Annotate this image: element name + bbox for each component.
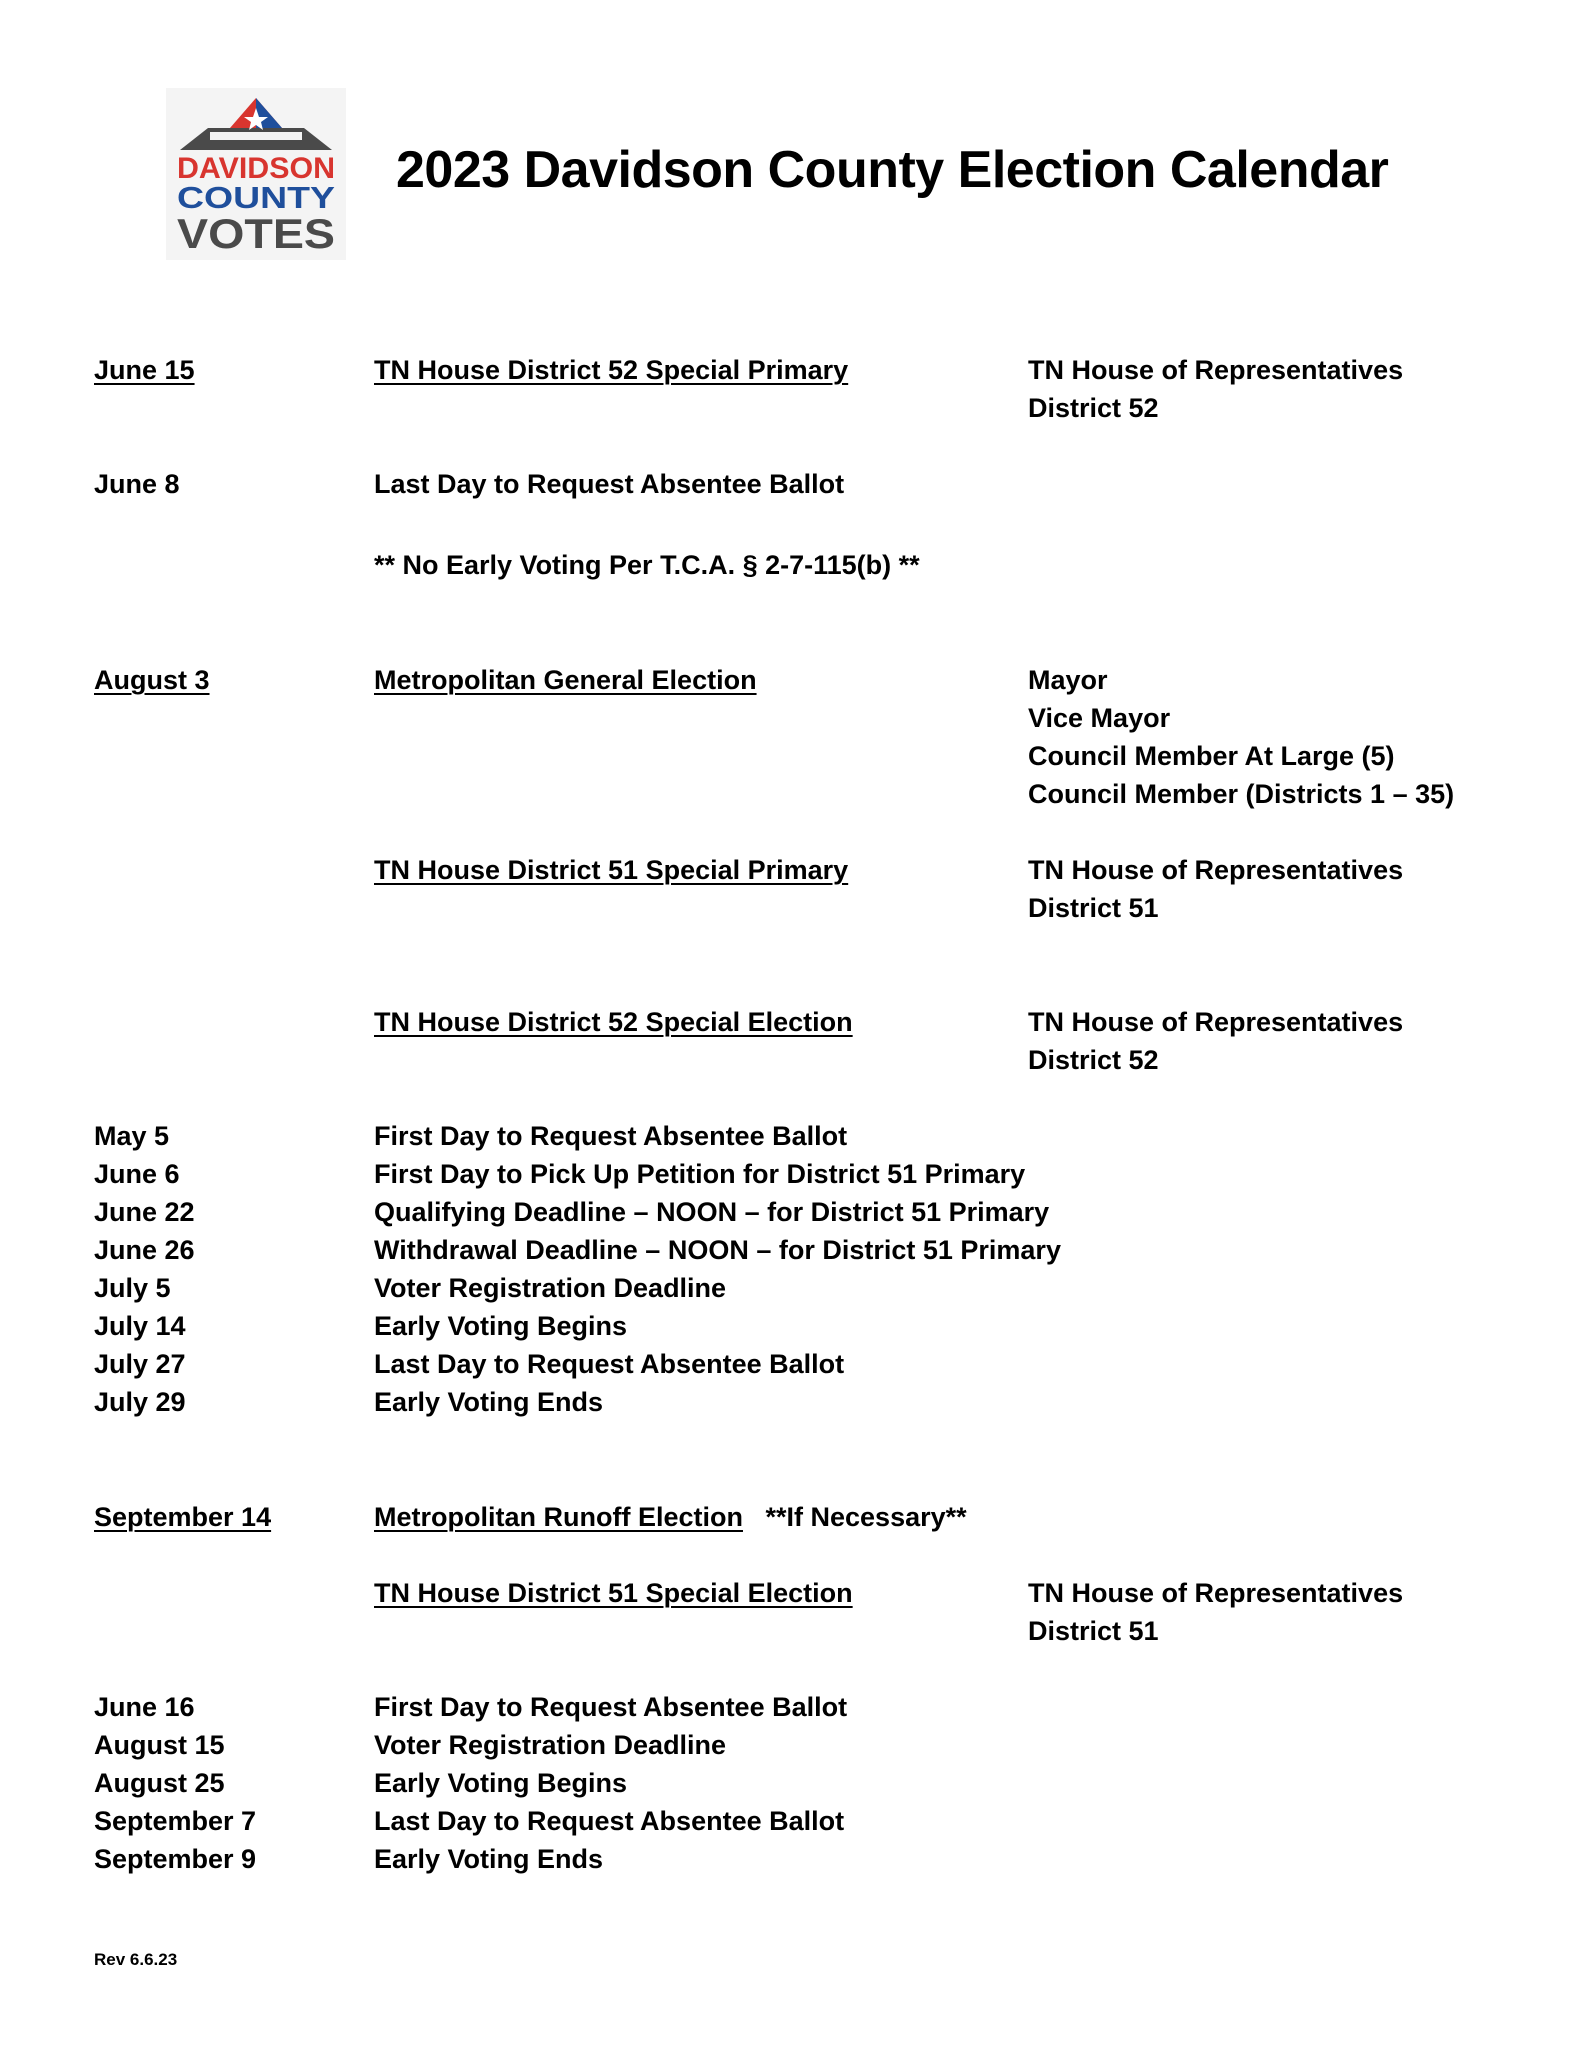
section-1-office: District 52 [1028,393,1159,423]
deadline-date: July 14 [94,1311,186,1341]
deadline-date: September 9 [94,1844,257,1874]
deadline-date: July 5 [94,1273,171,1303]
deadline-date: September 7 [94,1806,257,1836]
logo-line-1: DAVIDSON [177,152,335,185]
page-title: 2023 Davidson County Election Calendar [396,141,1389,199]
section-1-note: ** No Early Voting Per T.C.A. § 2-7-115(b) ** [374,550,920,580]
section-3-event-note: **If Necessary** [765,1502,967,1532]
logo-line-3: VOTES [177,210,335,257]
deadline-date: July 29 [94,1387,186,1417]
deadline-date: August 25 [94,1768,225,1798]
deadline-date: June 26 [94,1235,195,1265]
deadline-label: Last Day to Request Absentee Ballot [374,1349,845,1379]
deadline-label: Early Voting Begins [374,1311,628,1341]
section-1-event: TN House District 52 Special Primary [374,355,849,385]
section-2-office: Mayor [1028,665,1108,695]
section-2-office: TN House of Representatives [1028,1007,1404,1037]
logo-line-2: COUNTY [177,180,336,215]
deadline-date: June 16 [94,1692,195,1722]
section-2-office: Vice Mayor [1028,703,1171,733]
section-3-event-2: TN House District 51 Special Election [374,1578,853,1608]
deadline-label: Early Voting Ends [374,1387,604,1417]
section-3-event: Metropolitan Runoff Election [374,1502,743,1532]
deadline-date: July 27 [94,1349,186,1379]
deadline-label: Voter Registration Deadline [374,1273,727,1303]
section-1-office: TN House of Representatives [1028,355,1404,385]
revision-note: Rev 6.6.23 [94,1950,178,1969]
deadline-label: First Day to Request Absentee Ballot [374,1692,848,1722]
section-1-date: June 15 [94,355,195,385]
davidson-county-votes-logo [166,88,346,260]
deadline-label: Withdrawal Deadline – NOON – for District 51 Primary [374,1235,1061,1265]
section-1-absentee-label: Last Day to Request Absentee Ballot [374,469,845,499]
section-2-date: August 3 [94,665,210,695]
deadline-date: May 5 [94,1121,170,1151]
section-2-event: Metropolitan General Election [374,665,757,695]
section-2-office: District 51 [1028,893,1159,923]
deadline-date: June 6 [94,1159,180,1189]
deadline-date: August 15 [94,1730,225,1760]
deadline-label: Early Voting Ends [374,1844,604,1874]
deadline-label: Last Day to Request Absentee Ballot [374,1806,845,1836]
deadline-label: Qualifying Deadline – NOON – for District 51 Primary [374,1197,1050,1227]
deadline-label: First Day to Request Absentee Ballot [374,1121,848,1151]
section-1-absentee-date: June 8 [94,469,180,499]
section-3-date: September 14 [94,1502,272,1532]
section-3-office: TN House of Representatives [1028,1578,1404,1608]
section-3-event-line [374,1500,967,1534]
section-2-office: TN House of Representatives [1028,855,1404,885]
deadline-label: Early Voting Begins [374,1768,628,1798]
section-2-office: Council Member (Districts 1 – 35) [1028,779,1455,809]
deadline-label: Voter Registration Deadline [374,1730,727,1760]
deadline-label: First Day to Pick Up Petition for District 51 Primary [374,1159,1026,1189]
section-2-office: Council Member At Large (5) [1028,741,1395,771]
deadline-date: June 22 [94,1197,195,1227]
section-2-office: District 52 [1028,1045,1159,1075]
section-2-event: TN House District 52 Special Election [374,1007,853,1037]
section-3-office: District 51 [1028,1616,1159,1646]
section-2-event: TN House District 51 Special Primary [374,855,849,885]
